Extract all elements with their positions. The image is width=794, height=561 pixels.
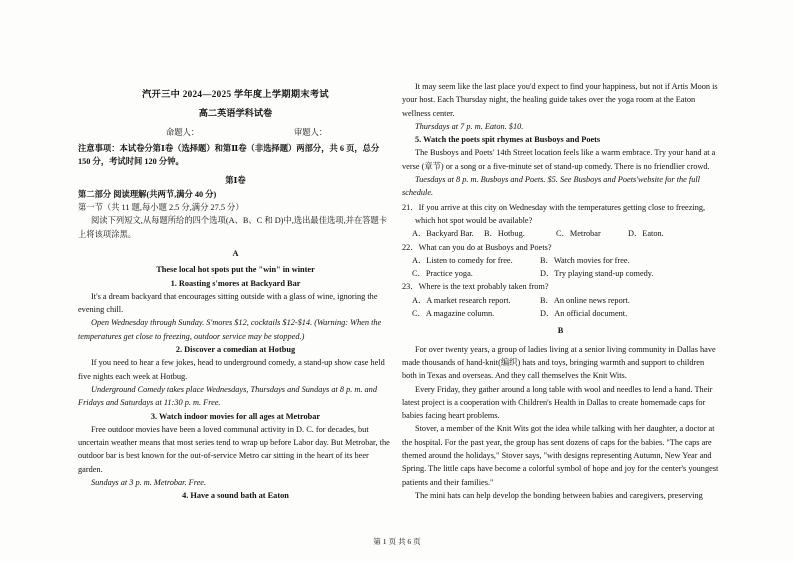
option-d: D．Try playing stand-up comedy. [540,269,654,279]
question-23 [402,280,719,320]
passage-b-paragraph: Every Friday, they gather around a long table with wool and needles to lend a hand. Their latest project is a cooperation with Children's Health in Dallas to create homemade caps for babies facing heart problems. [402,384,713,421]
passage-b-paragraph: For over twenty years, a group of ladies living at a senior living community in Dallas have made thousands of hand-knit(编织) hats and toys, bringing warmth and support to children both in Texas and overseas. And they call themselves the Knit Wits. [402,344,716,381]
reading-instruction: 阅读下列短文,从每题所给的四个选项(A、B、C 和 D)中,选出最佳选项,并在答题卡上将该项涂黑。 [78,216,388,239]
item-4-info: Thursdays at 7 p. m. Eaton. $10. [415,121,524,131]
option-a: A．A market research report. [412,295,511,305]
item-heading: 1. Roasting s'mores at Backyard Bar [170,278,301,288]
option-a: A．Backyard Bar. [412,229,474,239]
passage-item-1 [78,277,393,343]
item-body: Free outdoor movies have been a loved communal activity in D. C. for decades, but uncertain weather means that most series tend to wrap up before Labor day. But Metrobar, the outdoor bar is best known for the out-of-service Metro car sitting in the heart of its beer garden. [78,424,390,474]
option-a: A．Listen to comedy for free. [412,255,513,265]
passage-item-2 [78,343,393,409]
passage-a-title: These local hot spots put the "win" in winter [156,265,315,275]
reviewer-label: 审题人： [294,127,328,137]
passage-item-3 [78,410,393,490]
passage-a-label: A [232,248,239,258]
item-body: It's a dream backyard that encourages sitting outside with a glass of wine, ignoring the evening chill. [78,291,378,315]
item-5-heading: 5. Watch the poets spit rhymes at Busboys and Poets [415,135,601,145]
right-column [402,80,719,502]
passage-b-label: B [557,326,564,336]
part-heading: 第二部分 阅读理解(共两节,满分 40 分) [78,189,217,199]
item-heading: 3. Watch indoor movies for all ages at Metrobar [150,411,321,421]
passage-b-paragraph: The mini hats can help develop the bonding between babies and caregivers, preserving [415,490,703,500]
left-column [78,82,393,503]
question-options [402,294,719,307]
question-stem: 23．Where is the text probably taken from? [402,282,549,292]
option-d: D．An official document. [540,309,628,319]
question-stem: 21．If you arrive at this city on Wednesday with the temperatures getting close to freezing, which hot spot would be available? [402,202,706,225]
option-c: C．A magazine column. [412,309,495,319]
exam-title: 汽开三中 2024—2025 学年度上学期期末考试 [142,89,329,99]
item-body: If you need to hear a few jokes, head to underground comedy, a stand-up show case held five nights each week at Hotbug. [78,358,385,381]
item-info: Sundays at 3 p. m. Metrobar. Free. [91,478,207,488]
section-heading: 第一节（共 11 题,每小题 2.5 分,满分 27.5 分） [78,203,244,213]
item-5-body: The Busboys and Poets' 14th Street location feels like a warm embrace. Try your hand at a verse (章节) or a song or a five-minute set of stand-up comedy. There is no friendlier crowd. [402,148,716,171]
composer-label: 命题人： [166,127,200,137]
page-footer: 第 1 页 共 6 页 [373,537,421,546]
exam-subtitle: 高二英语学科试卷 [198,108,273,119]
option-d: D．Eaton. [628,229,664,239]
question-options [402,307,719,320]
item-4-body: It may seem like the last place you'd expect to find your happiness, but not if Artis Moon is your host. Each Thursday night, the healing guide takes over the yoga room at the Eaton wellness center. [402,82,718,118]
option-b: B．Watch movies for free. [540,255,630,265]
item-info: Underground Comedy takes place Wednesdays, Thursdays and Sundays at 8 p. m. and Fridays and Saturdays at 11:30 p. m. Free. [78,384,377,408]
question-options [402,227,719,240]
question-options [402,267,719,280]
volume-heading: 第Ⅰ卷 [225,176,246,186]
exam-notice: 注意事项：本试卷分第Ⅰ卷（选择题）和第Ⅱ卷（非选择题）两部分，共 6 页，总分 150 分，考试时间 120 分钟。 [78,143,380,167]
question-options [402,254,719,267]
passage-b-paragraph: Stover, a member of the Knit Wits got the idea while talking with her daughter, a doctor at the hospital. For the past year, the group has sent dozens of caps for the babies. "The caps are themed around the holidays," Stover says, "with designs representing Autumn, New Year and Spring. The little caps have become a colorful symbol of hope and joy for the center's youngest patients and their families." [402,424,719,487]
item-info: Open Wednesday through Sunday. S'mores $12, cocktails $12-$14. (Warning: When the temperatures get close to freezing, outdoor service may be stopped.) [78,318,382,341]
item-5-info: Tuesdays at 8 p. m. Busboys and Poets. $5. See Busboys and Poets'website for the full schedule. [402,175,700,198]
item-heading: 2. Discover a comedian at Hotbug [175,345,296,355]
option-b: B．An online news report. [540,295,630,305]
signature-line [78,126,393,139]
option-c: C．Practice yoga. [412,269,473,279]
question-22 [402,241,719,281]
item-4-heading: 4. Have a sound bath at Eaton [182,491,289,501]
question-stem: 22．What can you do at Busboys and Poets? [402,242,552,252]
question-21 [402,201,719,241]
option-c: C．Metrobar [556,229,601,239]
option-b: B．Hotbug. [484,229,525,239]
